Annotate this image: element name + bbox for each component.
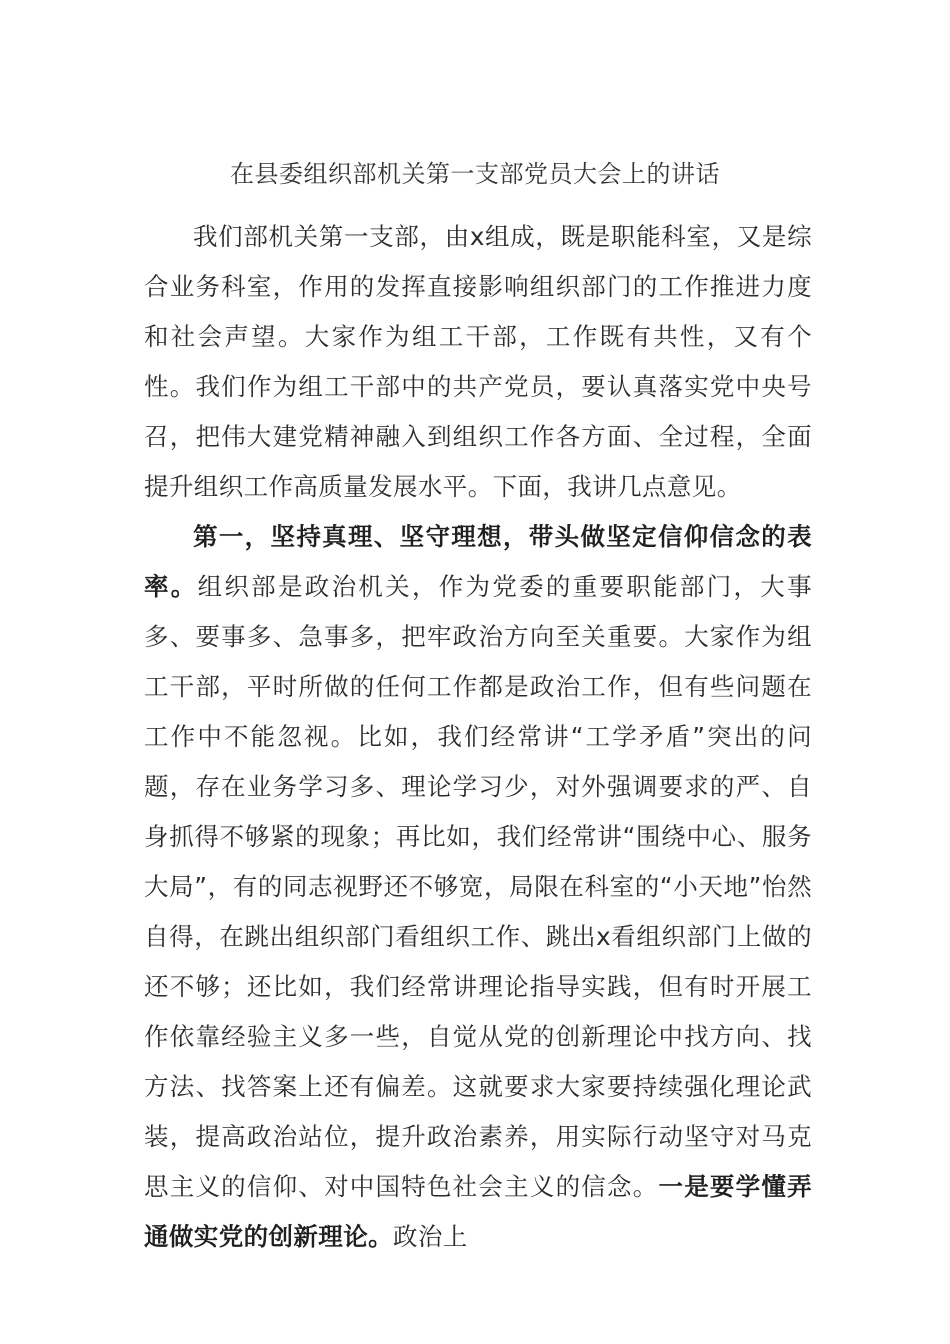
paragraph-first-point — [144, 512, 812, 1262]
paragraph-first-point-content — [144, 512, 812, 1262]
paragraph-intro-text: 我们部机关第一支部，由x组成，既是职能科室，又是综合业务科室，作用的发挥直接影响组织部门的工作推进力度和社会声望。大家作为组工干部，工作既有共性，又有个性。我们作为组工干部中的共产党员，要认真落实党中央号召，把伟大建党精神融入到组织工作各方面、全过程，全面提升组织工作高质量发展水平。下面，我讲几点意见。 — [144, 222, 812, 501]
paragraph-intro — [144, 212, 812, 512]
sub-point-text: 政治上 — [393, 1222, 468, 1251]
section-heading: 第一，坚持真理、坚守理想，带头做坚定信仰信念的表率。 — [144, 522, 812, 601]
document-title: 在县委组织部机关第一支部党员大会上的讲话 — [230, 160, 720, 188]
sub-point-heading: 一是要学懂弄通做实党的创新理论。 — [144, 1172, 813, 1251]
section-body-text: 组织部是政治机关，作为党委的重要职能部门，大事多、要事多、急事多，把牢政治方向至关重要。大家作为组工干部，平时所做的任何工作都是政治工作，但有些问题在工作中不能忽视。比如，我们经常讲“工学矛盾”突出的问题，存在业务学习多、理论学习少，对外强调要求的严、自身抓得不够紧的现象；再比如，我们经常讲“围绕中心、服务大局”，有的同志视野还不够宽，局限在科室的“小天地”怡然自得，在跳出组织部门看组织工作、跳出x看组织部门上做的还不够；还比如，我们经常讲理论指导实践，但有时开展工作依靠经验主义多一些，自觉从党的创新理论中找方向、找方法、找答案上还有偏差。这就要求大家要持续强化理论武装，提高政治站位，提升政治素养，用实际行动坚守对马克思主义的信仰、对中国特色社会主义的信念。 — [144, 572, 812, 1201]
